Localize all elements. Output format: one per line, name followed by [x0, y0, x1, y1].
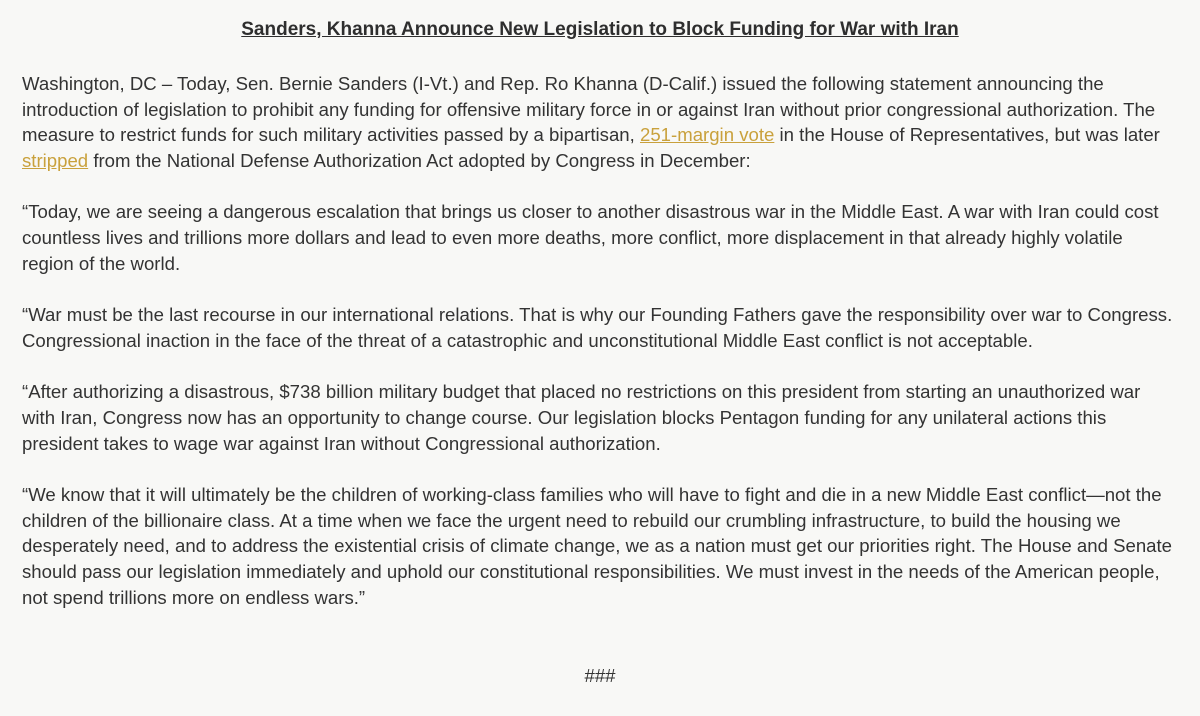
press-release-title: Sanders, Khanna Announce New Legislation to Block Funding for War with Iran	[241, 19, 959, 40]
quote-paragraph-military-budget: “After authorizing a disastrous, $738 billion military budget that placed no restrictions on this president from starting an unauthorized war with Iran, Congress now has an opportunity to change course. Our legislation blocks Pentagon funding for any unilateral actions this president takes to wage war against Iran without Congressional authorization.	[22, 381, 1141, 454]
stripped-link[interactable]: stripped	[22, 149, 89, 171]
end-mark: ###	[584, 665, 616, 686]
intro-paragraph	[22, 71, 1178, 173]
intro-text-end: from the National Defense Authorization Act adopted by Congress in December:	[88, 149, 751, 171]
quote-paragraph-last-recourse: “War must be the last recourse in our international relations. That is why our Founding Fathers gave the responsibility over war to Congress. Congressional inaction in the face of the threat of a catastrophic and unconstitutional Middle East conflict is not acceptable.	[22, 304, 1173, 351]
vote-margin-link[interactable]: 251-margin vote	[639, 124, 775, 146]
intro-text-start: Washington, DC – Today, Sen. Bernie Sanders (I-Vt.) and Rep. Ro Khanna (D-Calif.) issued the following statement announcing the introduction of legislation to prohibit any funding for offensive military force in or against Iran without prior congressional authorization. The measure to restrict funds for such military activities passed by a bipartisan,	[22, 73, 1156, 146]
intro-text-middle: in the House of Representatives, but was later	[774, 124, 1160, 146]
quote-paragraph-working-class: “We know that it will ultimately be the children of working-class families who will have to fight and die in a new Middle East conflict—not the children of the billionaire class. At a time when we face the urgent need to rebuild our crumbling infrastructure, to build the housing we desperately need, and to address the existential crisis of climate change, we as a nation must get our priorities right. The House and Senate should pass our legislation immediately and uphold our constitutional responsibilities. We must invest in the needs of the American people, not spend trillions more on endless wars.”	[22, 484, 1173, 608]
quote-paragraph-escalation: “Today, we are seeing a dangerous escalation that brings us closer to another disastrous war in the Middle East. A war with Iran could cost countless lives and trillions more dollars and lead to even more deaths, more conflict, more displacement in that already highly volatile region of the world.	[22, 201, 1159, 274]
